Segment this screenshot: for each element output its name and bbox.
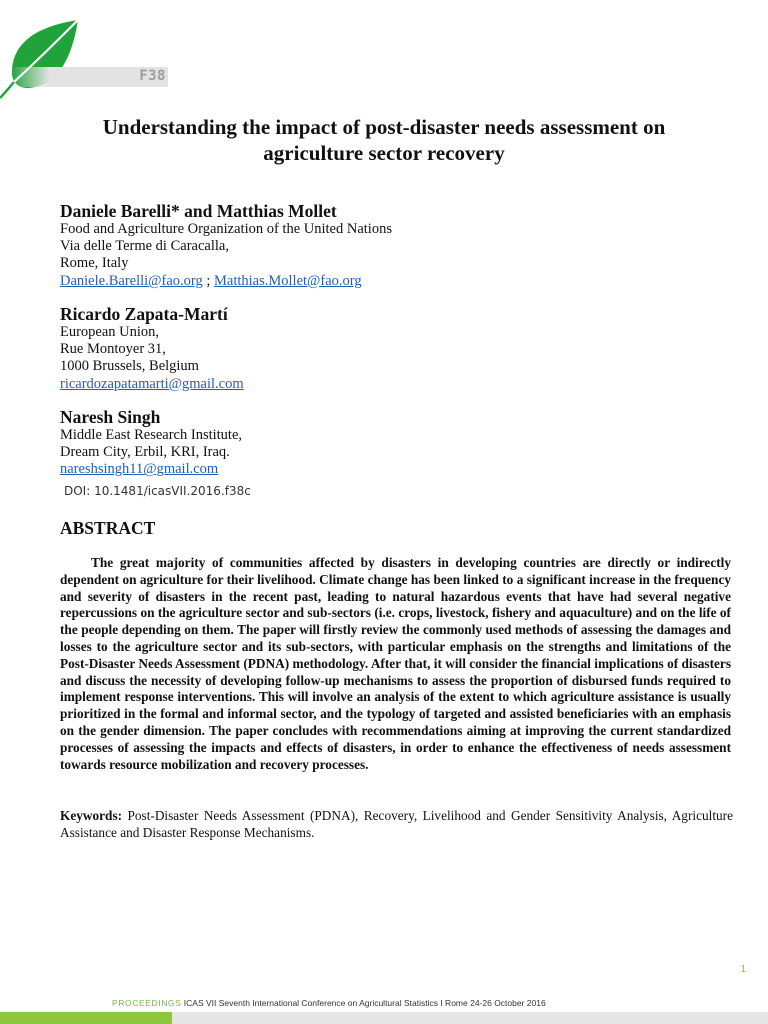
paper-title xyxy=(40,114,728,166)
affiliation-line: Via delle Terme di Caracalla, xyxy=(60,238,229,255)
author-name: Daniele Barelli* and Matthias Mollet xyxy=(60,201,337,221)
author-name: Naresh Singh xyxy=(60,407,161,427)
affiliation-line: Rome, Italy xyxy=(60,255,129,272)
affiliation-line: Rue Montoyer 31, xyxy=(60,341,166,358)
email-link-singh[interactable]: nareshsingh11@gmail.com xyxy=(60,461,219,478)
footer-bar-green xyxy=(0,1012,172,1024)
author-name: Ricardo Zapata-Martí xyxy=(60,304,228,324)
keywords-label: Keywords: xyxy=(60,808,123,823)
affiliation-line: Dream City, Erbil, KRI, Iraq. xyxy=(60,444,230,461)
doi: DOI: 10.1481/icasVII.2016.f38c xyxy=(64,484,251,498)
affiliation-line: 1000 Brussels, Belgium xyxy=(60,358,199,375)
email-link-zapata[interactable]: ricardozapatamarti@gmail.com xyxy=(60,375,244,392)
footer-bar-grey xyxy=(172,1012,768,1024)
email-separator: ; xyxy=(202,272,215,289)
footer-brand: PROCEEDINGS xyxy=(112,998,182,1008)
email-line xyxy=(60,273,720,290)
email-link-barelli[interactable]: Daniele.Barelli@fao.org xyxy=(60,272,203,289)
email-line xyxy=(60,461,720,478)
affiliation-line: Food and Agriculture Organization of the United Nations xyxy=(60,221,392,237)
author-block-3 xyxy=(60,407,720,479)
paper-code-band xyxy=(10,67,168,87)
footer-text xyxy=(112,998,546,1008)
email-link-mollet[interactable]: Matthias.Mollet@fao.org xyxy=(214,272,362,289)
footer-conference: ICAS VII Seventh International Conference on Agricultural Statistics I Rome 24-26 October 2016 xyxy=(181,998,546,1008)
affiliation-line: European Union, xyxy=(60,324,160,340)
leaf-icon xyxy=(0,18,80,100)
author-block-1 xyxy=(60,201,720,290)
paper-code: F38 xyxy=(139,68,166,84)
abstract-body: The great majority of communities affected by disasters in developing countries are directly or indirectly dependent on agriculture for their livelihood. Climate change has been linked to a significant increase in the frequency and severity of disasters in the recent past, leading to natural hazardous events that have had several negative repercussions on the agriculture sector and sub-sectors (i.e. crops, livestock, fishery and aquaculture) and on the life of the people depending on them. The paper will firstly review the commonly used methods of assessing the damages and losses to the agriculture sector and its sub-sectors, with particular emphasis on the strengths and limitations of the Post-Disaster Needs Assessment (PDNA) methodology. After that, it will consider the financial implications of disasters and discuss the necessity of developing follow-up mechanisms to assess the proportion of disbursed funds required to implement response interventions. This will involve an analysis of the extent to which agriculture assistance is usually prioritized in the formal and informal sector, and the typology of targeted and assisted beneficiaries with an emphasis on the gender dimension. The paper concludes with recommendations aiming at improving the current standardized processes of assessing the impacts and effects of disasters, in order to enhance the effectiveness of needs assessment towards resource mobilization and recovery processes. xyxy=(60,555,731,772)
title-line-2: agriculture sector recovery xyxy=(263,141,505,165)
affiliation-line: Middle East Research Institute, xyxy=(60,427,243,443)
keywords-text: Post-Disaster Needs Assessment (PDNA), Recovery, Livelihood and Gender Sensitivity Analysis, Agriculture Assistance and Disaster Response Mechanisms. xyxy=(60,808,733,840)
abstract-heading: ABSTRACT xyxy=(60,518,156,538)
author-block-2 xyxy=(60,304,720,393)
title-line-1: Understanding the impact of post-disaster needs assessment on xyxy=(102,115,666,139)
email-line xyxy=(60,376,720,393)
keywords xyxy=(60,808,733,842)
page-number: 1 xyxy=(740,964,746,975)
